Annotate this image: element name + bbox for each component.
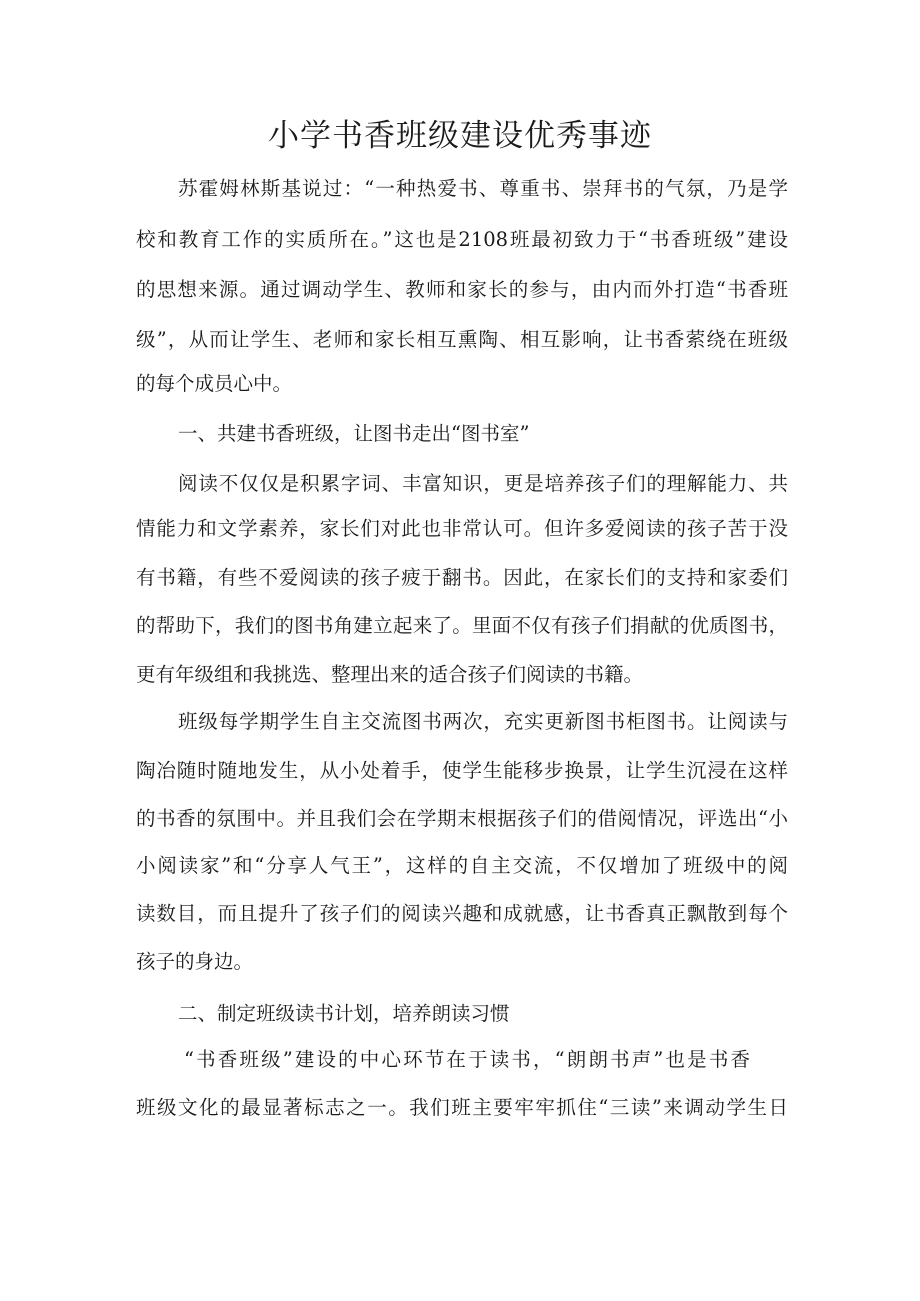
text-line: 有书籍，有些不爱阅读的孩子疲于翻书。因此，在家长们的支持和家委们 xyxy=(136,566,788,589)
text-line: 的每个成员心中。 xyxy=(136,372,293,395)
document-title: 小学书香班级建设优秀事迹 xyxy=(268,118,652,154)
text-line: 陶冶随时随地发生，从小处着手，使学生能移步换景，让学生沉浸在这样 xyxy=(136,759,788,782)
text-line: 班级每学期学生自主交流图书两次，充实更新图书柜图书。让阅读与 xyxy=(178,710,788,733)
text-line: 小阅读家”和“分享人气王”，这样的自主交流，不仅增加了班级中的阅 xyxy=(136,854,788,877)
text-line: 孩子的身边。 xyxy=(136,950,254,973)
text-line: 苏霍姆林斯基说过：“一种热爱书、尊重书、崇拜书的气氛，乃是学 xyxy=(178,177,788,200)
text-line: “书香班级”建设的中心环节在于读书，“朗朗书声”也是书香 xyxy=(184,1048,750,1071)
text-line: 班级文化的最显著标志之一。我们班主要牢牢抓住“三读”来调动学生日 xyxy=(136,1096,788,1119)
text-line: 情能力和文学素养，家长们对此也非常认可。但许多爱阅读的孩子苦于没 xyxy=(136,517,788,540)
text-line: 校和教育工作的实质所在。”这也是2108班最初致力于“书香班级”建设 xyxy=(136,228,788,251)
section-heading: 二、制定班级读书计划，培养朗读习惯 xyxy=(178,1002,510,1025)
section-heading: 一、共建书香班级，让图书走出“图书室” xyxy=(178,422,530,445)
text-line: 的思想来源。通过调动学生、教师和家长的参与，由内而外打造“书香班 xyxy=(136,278,788,301)
text-line: 的帮助下，我们的图书角建立起来了。里面不仅有孩子们捐献的优质图书， xyxy=(136,614,788,637)
text-line: 阅读不仅仅是积累字词、丰富知识，更是培养孩子们的理解能力、共 xyxy=(178,472,788,495)
text-line: 更有年级组和我挑选、整理出来的适合孩子们阅读的书籍。 xyxy=(136,663,644,686)
text-line: 的书香的氛围中。并且我们会在学期末根据孩子们的借阅情况，评选出“小 xyxy=(136,807,788,830)
text-line: 级”，从而让学生、老师和家长相互熏陶、相互影响，让书香萦绕在班级 xyxy=(136,328,788,351)
text-line: 读数目，而且提升了孩子们的阅读兴趣和成就感，让书香真正飘散到每个 xyxy=(136,902,788,925)
